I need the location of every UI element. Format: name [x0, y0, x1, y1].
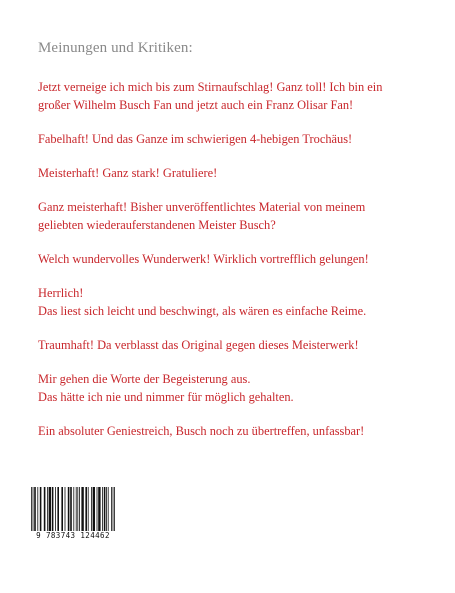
barcode-bar: [98, 487, 100, 533]
barcode-bar: [57, 487, 59, 533]
review-line: Das hätte ich nie und nimmer für möglich gehalten.: [38, 390, 294, 404]
review-item: [38, 198, 438, 234]
review-line: Traumhaft! Da verblasst das Original gegen dieses Meisterwerk!: [38, 338, 359, 352]
review-item: [38, 78, 438, 114]
review-item: [38, 284, 438, 320]
barcode-bars: [30, 487, 116, 533]
review-line: Ein absoluter Geniestreich, Busch noch zu übertreffen, unfassbar!: [38, 424, 365, 438]
review-line: Jetzt verneige ich mich bis zum Stirnaufschlag! Ganz toll! Ich bin ein: [38, 80, 383, 94]
barcode-bar: [88, 487, 89, 533]
barcode-bar: [44, 487, 46, 533]
review-line: geliebten wiederauferstandenen Meister Busch?: [38, 218, 276, 232]
barcode-bar: [47, 487, 48, 533]
barcode-bar: [93, 487, 95, 533]
review-line: Ganz meisterhaft! Bisher unveröffentlichtes Material von meinem: [38, 200, 366, 214]
barcode-digits: 9 783743 124462: [30, 531, 116, 540]
review-line: Meisterhaft! Ganz stark! Gratuliere!: [38, 166, 218, 180]
barcode-bar: [70, 487, 72, 533]
barcode-bar: [113, 487, 114, 533]
barcode-bar: [49, 487, 51, 533]
barcode-bar: [77, 487, 78, 533]
isbn-barcode: [30, 487, 116, 543]
barcode-bar: [79, 487, 80, 533]
review-line: Fabelhaft! Und das Ganze im schwierigen 4-hebigen Trochäus!: [38, 132, 353, 146]
review-item: [38, 164, 438, 182]
review-line: Welch wundervolles Wunderwerk! Wirklich vortrefflich gelungen!: [38, 252, 369, 266]
barcode-bar: [91, 487, 92, 533]
reviews-heading: Meinungen und Kritiken:: [38, 40, 193, 56]
barcode-bar: [52, 487, 54, 533]
review-item: [38, 336, 438, 354]
barcode-bar: [76, 487, 77, 533]
barcode-bar: [111, 487, 112, 533]
barcode-bar: [55, 487, 56, 533]
review-item: [38, 250, 438, 268]
barcode-bar: [61, 487, 63, 533]
barcode-bar: [81, 487, 83, 533]
review-item: [38, 422, 438, 440]
review-item: [38, 130, 438, 148]
review-line: Herrlich!: [38, 286, 84, 300]
barcode-bar: [68, 487, 70, 533]
barcode-bar: [33, 487, 34, 533]
barcode-bar: [85, 487, 87, 533]
barcode-bar: [106, 487, 107, 533]
barcode-bar: [73, 487, 74, 533]
review-line: Mir gehen die Worte der Begeisterung aus.: [38, 372, 251, 386]
barcode-bar: [37, 487, 38, 533]
barcode-bar: [104, 487, 106, 533]
barcode-bar: [97, 487, 98, 533]
review-line: großer Wilhelm Busch Fan und jetzt auch ein Franz Olisar Fan!: [38, 98, 354, 112]
barcode-bar: [108, 487, 109, 533]
review-item: [38, 370, 438, 406]
review-line: Das liest sich leicht und beschwingt, als wären es einfache Reime.: [38, 304, 367, 318]
barcode-bar: [31, 487, 32, 533]
barcode-bar: [102, 487, 103, 533]
reviews-list: [38, 78, 438, 456]
barcode-bar: [40, 487, 42, 533]
barcode-bar: [114, 487, 115, 533]
barcode-bar: [34, 487, 36, 533]
barcode-bar: [65, 487, 66, 533]
